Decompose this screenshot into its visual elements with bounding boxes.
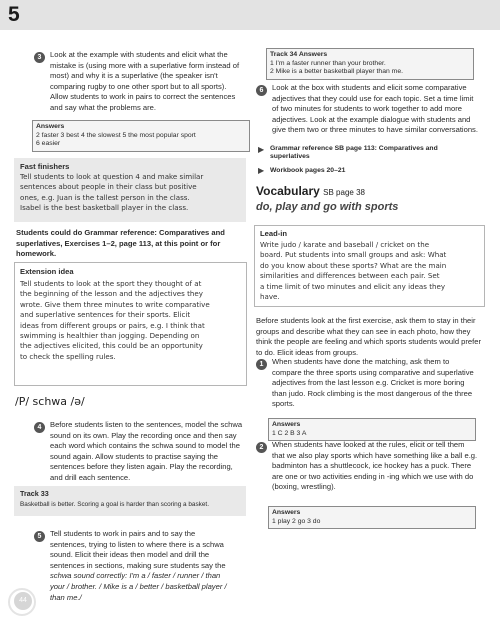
text-line: board. Put students into small groups and ask: What xyxy=(260,250,447,260)
item-2-text: When students have looked at the rules, elicit or tell them that we also play sports which have something like a ball e.g. badminton has a shuttlecock, ice hockey has a puck. There are one or two activities ending in -ing which we use with do (boxing, wrestling). xyxy=(272,440,478,492)
answers-line: 2 faster 3 best 4 the slowest 5 the most popular sport xyxy=(36,131,196,139)
text-line: the adjectives elicited, this could be an opportunity xyxy=(20,341,203,351)
text-line: superlatives xyxy=(270,153,310,161)
text-line: sentences, trying to listen to where there is a schwa xyxy=(50,539,224,549)
text-line: Grammar reference SB page 113: Comparatives and xyxy=(270,145,438,152)
before-students-text: Before students look at the first exercise, ask them to stay in their groups and describe what they can see in each photo, how they think the people are feeling and which sports students would prefer to do. Elicit ideas from groups. xyxy=(256,316,481,357)
page-number: 44 xyxy=(14,592,32,610)
answers-box-1 xyxy=(32,120,250,152)
arrow-icon: ▶ xyxy=(258,166,265,175)
track-33-text: Basketball is better. Scoring a goal is harder than scoring a basket. xyxy=(20,501,209,508)
track-34-answers-box xyxy=(266,48,474,80)
text-line: sentences about people in their class but positive xyxy=(20,182,197,192)
vocabulary-title-text: Vocabulary xyxy=(256,184,320,198)
item-3-text: Look at the example with students and elicit what the mistake is (using more with a superlative form instead of most) and why it is a superlative (the speaker isn't comparing rugby to one other sport but to all sports). Allow students to work in pairs to correct the sentences and say what the problems are. xyxy=(50,50,240,112)
text-line: than me./ xyxy=(50,592,82,602)
item-number-4: 4 xyxy=(34,422,45,433)
workbook-reference: Workbook pages 20–21 xyxy=(270,167,346,174)
text-line: to check the spelling rules. xyxy=(20,351,116,361)
answers-line: 1 I'm a faster runner than your brother. xyxy=(270,59,386,67)
could-do-note: Students could do Grammar reference: Comparatives and superlatives, Exercises 1–2, page 113, at this point or for homework. xyxy=(16,228,225,259)
item-6-text: Look at the box with students and elicit some comparative adjectives that they could use for each topic. Set a time limit of two minutes for students to work together to add more adjectives. Look at the example dialogue with students and give them two or three minutes to have similar conversations. xyxy=(272,83,478,135)
text-line: have. xyxy=(260,292,280,302)
fast-finishers-text xyxy=(20,172,246,214)
unit-number: 5 xyxy=(8,3,20,26)
text-line: a time limit of two minutes and elicit any ideas they xyxy=(260,281,446,291)
text-line: ideas from different groups or pairs, e.g. I think that xyxy=(20,320,205,330)
item-number-1: 1 xyxy=(256,359,267,370)
vocabulary-title xyxy=(256,184,365,198)
answers-line: 1 play 2 go 3 do xyxy=(272,517,321,525)
text-line: Tell students to work in pairs and to say the xyxy=(50,529,196,538)
text-line: ones, e.g. Juan is the tallest person in the class. xyxy=(20,192,190,202)
text-line: similarities and differences between each pair. Set xyxy=(260,271,440,281)
vocabulary-subtitle: do, play and go with sports xyxy=(256,201,399,213)
text-line: wrote. Give them three minutes to write comparative xyxy=(20,299,210,309)
text-line: swimming is healthier than jogging. Depending on xyxy=(20,331,200,341)
grammar-reference xyxy=(270,145,476,162)
fast-finishers-title: Fast finishers xyxy=(20,162,70,171)
answers-line: 1 C 2 B 3 A xyxy=(272,429,307,437)
item-number-5: 5 xyxy=(34,531,45,542)
text-line: schwa sound correctly: I'm a / faster / runner / than xyxy=(50,571,221,581)
text-line: sentences in sections, making sure students say the xyxy=(50,560,226,570)
extension-text xyxy=(20,279,242,362)
text-line: Write judo / karate and baseball / cricket on the xyxy=(260,240,430,249)
answers-line: 6 easier xyxy=(36,140,61,148)
pronunciation-heading: /P/ schwa /ə/ xyxy=(15,395,85,408)
answers-title: Track 34 Answers xyxy=(270,51,328,58)
item-number-3: 3 xyxy=(34,52,45,63)
text-line: do you know about these sports? What are the main xyxy=(260,260,447,270)
answers-box-3 xyxy=(268,506,476,529)
vocabulary-page: SB page 38 xyxy=(323,188,365,197)
answers-box-2 xyxy=(268,418,476,441)
answers-title: Answers xyxy=(272,509,301,516)
track-33-title: Track 33 xyxy=(20,489,49,498)
extension-title: Extension idea xyxy=(20,267,74,276)
text-line: Tell students to look at the sport they thought of at xyxy=(20,279,202,288)
arrow-icon: ▶ xyxy=(258,145,265,154)
answers-line: 2 Mike is a better basketball player than me. xyxy=(270,68,403,76)
item-5-text xyxy=(50,529,246,603)
text-line: Isabel is the best basketball player in the class. xyxy=(20,203,189,213)
text-line: Tell students to look at question 4 and make similar xyxy=(20,172,204,181)
item-4-text: Before students listen to the sentences, model the schwa sound on its own. Play the recording once and then say each word which contains the schwa sound to model the sound again. Allow students to practise saying the sentences before they listen again. Play the recording, and drill each sentence. xyxy=(50,420,243,482)
item-number-2: 2 xyxy=(256,442,267,453)
top-bar xyxy=(0,0,500,30)
text-line: your / brother. / Mike is a / better / basketball player / xyxy=(50,581,227,591)
lead-in-title: Lead-in xyxy=(260,229,288,238)
text-line: and superlative sentences for their sports. Elicit xyxy=(20,310,191,320)
text-line: the beginning of the lesson and the adjectives they xyxy=(20,289,203,299)
text-line: sound. Elicit their ideas then model and drill the xyxy=(50,550,210,560)
answers-title: Answers xyxy=(272,421,301,428)
item-number-6: 6 xyxy=(256,85,267,96)
answers-title: Answers xyxy=(36,123,65,130)
lead-in-text xyxy=(260,240,482,302)
item-1-text: When students have done the matching, ask them to compare the three sports using comparative and superlative adjectives from the last lesson e.g. Cricket is more boring than judo. Rock climbing is the most dangerous of the three sports. xyxy=(272,357,474,409)
